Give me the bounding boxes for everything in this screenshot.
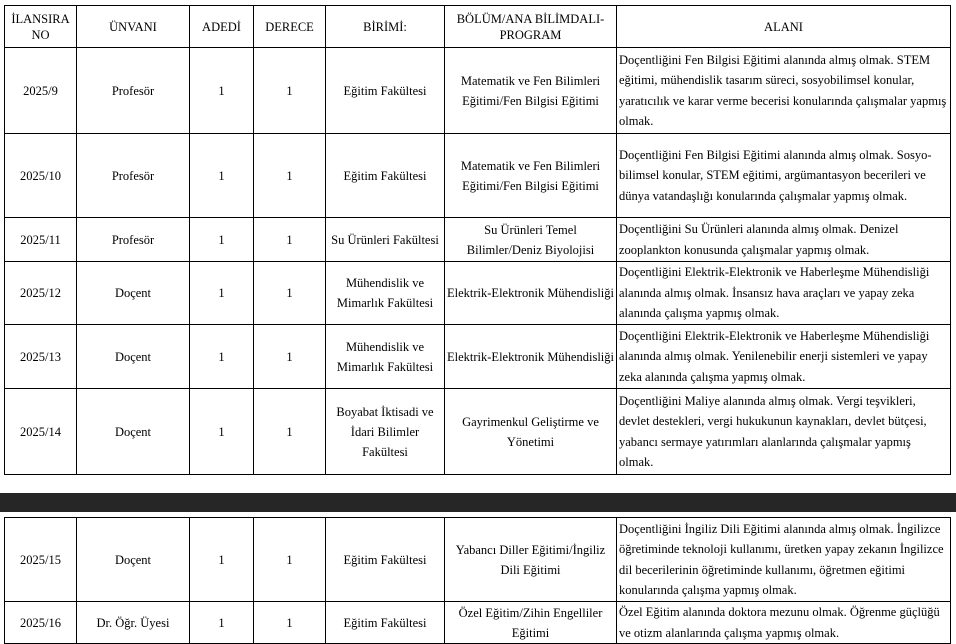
ilan-no: 2025/14 bbox=[5, 389, 77, 475]
ilan-no: 2025/10 bbox=[5, 134, 77, 218]
derece: 1 bbox=[254, 48, 326, 134]
alan: Doçentliğini Elektrik-Elektronik ve Haberleşme Mühendisliği alanında almış olmak. Yenilenebilir enerji sistemleri ve yapay zeka alanında çalışma yapmış olmak. bbox=[617, 325, 951, 389]
adet: 1 bbox=[190, 262, 254, 325]
derece: 1 bbox=[254, 262, 326, 325]
ilan-no: 2025/11 bbox=[5, 218, 77, 262]
ilan-no: 2025/9 bbox=[5, 48, 77, 134]
header-birim: BİRİMİ: bbox=[326, 6, 445, 48]
derece: 1 bbox=[254, 389, 326, 475]
alan: Doçentliğini Elektrik-Elektronik ve Haberleşme Mühendisliği alanında almış olmak. İnsansız hava araçları ve yapay zeka alanında çalışma yapmış olmak. bbox=[617, 262, 951, 325]
header-bolum: BÖLÜM/ANA BİLİMDALI-PROGRAM bbox=[445, 6, 617, 48]
bolum: Elektrik-Elektronik Mühendisliği bbox=[445, 262, 617, 325]
header-alan: ALANI bbox=[617, 6, 951, 48]
header-derece: DERECE bbox=[254, 6, 326, 48]
birim: Boyabat İktisadi ve İdari Bilimler Fakültesi bbox=[326, 389, 445, 475]
adet: 1 bbox=[190, 325, 254, 389]
unvan: Doçent bbox=[77, 518, 190, 602]
table-row bbox=[5, 134, 951, 218]
table-row bbox=[5, 602, 951, 644]
positions-table-continued bbox=[4, 517, 951, 644]
birim: Mühendislik ve Mimarlık Fakültesi bbox=[326, 262, 445, 325]
birim: Eğitim Fakültesi bbox=[326, 134, 445, 218]
table-row bbox=[5, 325, 951, 389]
alan: Doçentliğini İngiliz Dili Eğitimi alanında almış olmak. İngilizce öğretiminde teknoloji kullanımı, üretken yapay zekanın İngilizce dil becerilerinin öğretiminde kullanımı, öğretmen eğitimi konularında çalışma yapmış olmak. bbox=[617, 518, 951, 602]
header-adet: ADEDİ bbox=[190, 6, 254, 48]
alan: Doçentliğini Maliye alanında almış olmak. Vergi teşvikleri, devlet destekleri, vergi hukukunun kaynakları, devlet bütçesi, yabancı sermaye yatırımları alanlarında çalışmalar yapmış olmak. bbox=[617, 389, 951, 475]
bolum: Elektrik-Elektronik Mühendisliği bbox=[445, 325, 617, 389]
adet: 1 bbox=[190, 218, 254, 262]
table-row bbox=[5, 262, 951, 325]
header-unvan: ÜNVANI bbox=[77, 6, 190, 48]
bolum: Yabancı Diller Eğitimi/İngiliz Dili Eğitimi bbox=[445, 518, 617, 602]
alan: Özel Eğitim alanında doktora mezunu olmak. Öğrenme güçlüğü ve otizm alanlarında çalışma yapmış olmak. bbox=[617, 602, 951, 644]
unvan: Doçent bbox=[77, 325, 190, 389]
birim: Eğitim Fakültesi bbox=[326, 602, 445, 644]
unvan: Profesör bbox=[77, 48, 190, 134]
ilan-no: 2025/12 bbox=[5, 262, 77, 325]
bolum: Gayrimenkul Geliştirme ve Yönetimi bbox=[445, 389, 617, 475]
header-ilan-no: İLANSIRA NO bbox=[5, 6, 77, 48]
table-row bbox=[5, 218, 951, 262]
positions-table bbox=[4, 5, 951, 475]
adet: 1 bbox=[190, 48, 254, 134]
ilan-no: 2025/15 bbox=[5, 518, 77, 602]
birim: Eğitim Fakültesi bbox=[326, 518, 445, 602]
alan: Doçentliğini Su Ürünleri alanında almış olmak. Denizel zooplankton konusunda çalışmalar yapmış olmak. bbox=[617, 218, 951, 262]
table-row bbox=[5, 389, 951, 475]
bolum: Su Ürünleri Temel Bilimler/Deniz Biyolojisi bbox=[445, 218, 617, 262]
header-row bbox=[5, 6, 951, 48]
derece: 1 bbox=[254, 218, 326, 262]
birim: Su Ürünleri Fakültesi bbox=[326, 218, 445, 262]
ilan-no: 2025/13 bbox=[5, 325, 77, 389]
adet: 1 bbox=[190, 602, 254, 644]
adet: 1 bbox=[190, 134, 254, 218]
bolum: Özel Eğitim/Zihin Engelliler Eğitimi bbox=[445, 602, 617, 644]
birim: Mühendislik ve Mimarlık Fakültesi bbox=[326, 325, 445, 389]
alan: Doçentliğini Fen Bilgisi Eğitimi alanında almış olmak. Sosyo- bilimsel konular, STEM eğitimi, argümantasyon becerileri ve dünya vatandaşlığı konularında çalışmalar yapmış olmak. bbox=[617, 134, 951, 218]
derece: 1 bbox=[254, 602, 326, 644]
page-break-band bbox=[0, 493, 956, 512]
ilan-no: 2025/16 bbox=[5, 602, 77, 644]
bolum: Matematik ve Fen Bilimleri Eğitimi/Fen Bilgisi Eğitimi bbox=[445, 48, 617, 134]
adet: 1 bbox=[190, 389, 254, 475]
bolum: Matematik ve Fen Bilimleri Eğitimi/Fen Bilgisi Eğitimi bbox=[445, 134, 617, 218]
alan: Doçentliğini Fen Bilgisi Eğitimi alanında almış olmak. STEM eğitimi, mühendislik tasarım süreci, sosyobilimsel konular, yaratıcılık ve karar verme becerisi konularında çalışmalar yapmış olmak. bbox=[617, 48, 951, 134]
unvan: Doçent bbox=[77, 262, 190, 325]
unvan: Profesör bbox=[77, 134, 190, 218]
derece: 1 bbox=[254, 325, 326, 389]
adet: 1 bbox=[190, 518, 254, 602]
derece: 1 bbox=[254, 134, 326, 218]
table-row bbox=[5, 518, 951, 602]
birim: Eğitim Fakültesi bbox=[326, 48, 445, 134]
unvan: Doçent bbox=[77, 389, 190, 475]
unvan: Dr. Öğr. Üyesi bbox=[77, 602, 190, 644]
unvan: Profesör bbox=[77, 218, 190, 262]
table-row bbox=[5, 48, 951, 134]
derece: 1 bbox=[254, 518, 326, 602]
